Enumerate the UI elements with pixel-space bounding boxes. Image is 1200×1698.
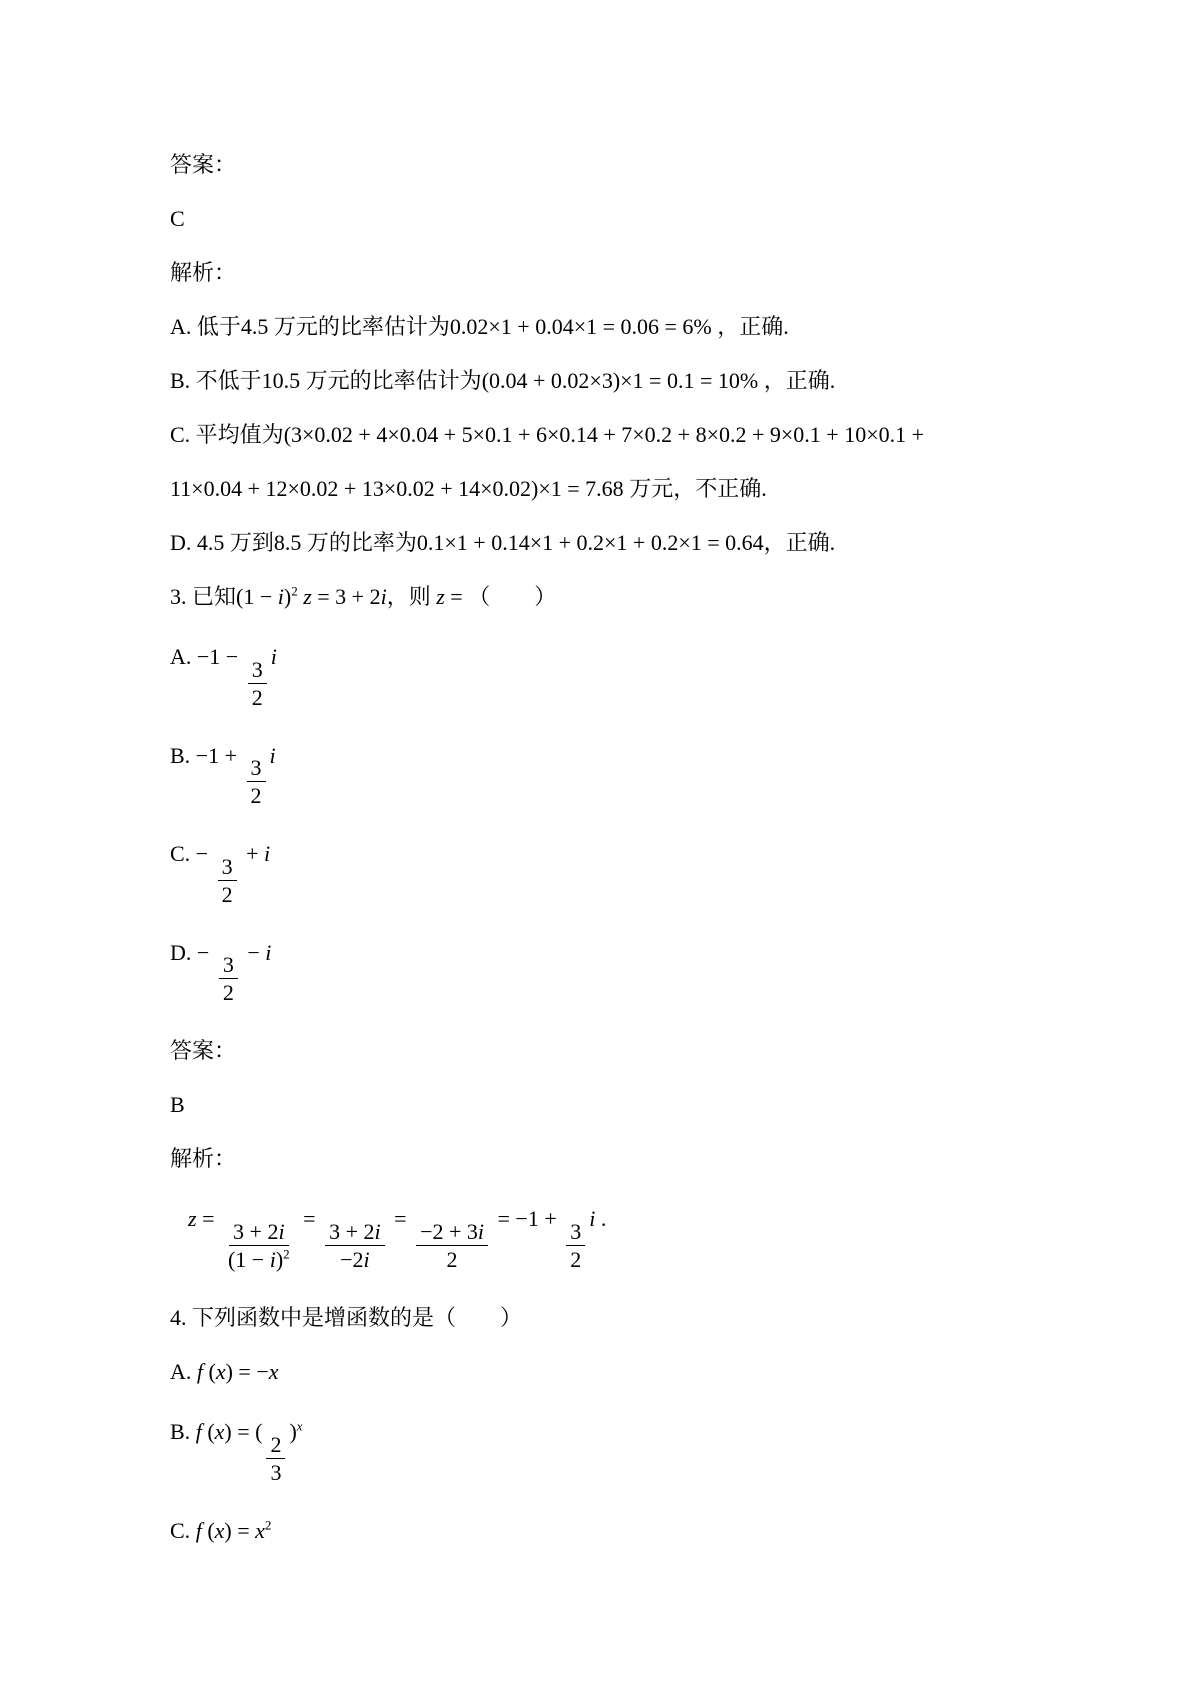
- text-run: B.: [170, 1418, 196, 1444]
- q3-option-c: [170, 839, 1090, 908]
- math-variable: i: [269, 1246, 276, 1272]
- fraction-denominator: [248, 684, 267, 711]
- fraction: [325, 1218, 385, 1273]
- question-4-stem: [170, 1303, 1090, 1333]
- math-run: −: [196, 939, 215, 965]
- fraction: [266, 1431, 285, 1486]
- fraction-numerator: [219, 951, 238, 979]
- q2-analysis-label: [170, 258, 1090, 288]
- text-run: C. 平均值为: [170, 422, 284, 447]
- math-run: .: [595, 1206, 607, 1232]
- fraction-numerator: [248, 656, 267, 684]
- math-run: 0.02×1 + 0.04×1 = 0.06 = 6%: [449, 314, 712, 339]
- math-run: (3×0.02 + 4×0.04 + 5×0.1 + 6×0.14 + 7×0.2 + 8×0.2 + 9×0.1 + 10×0.1 +: [283, 422, 925, 447]
- math-variable: i: [278, 1218, 285, 1244]
- fraction-numerator: [247, 754, 266, 782]
- math-variable: z: [436, 584, 445, 609]
- math-run: (1 −: [227, 1246, 270, 1272]
- q4-option-a: [170, 1357, 1090, 1387]
- fraction-numerator: [566, 1218, 585, 1246]
- q3-analysis-label: [170, 1144, 1090, 1174]
- math-variable: x: [215, 1358, 226, 1384]
- math-run: 2: [251, 684, 263, 710]
- math-variable: x: [268, 1358, 279, 1384]
- q3-option-a: [170, 642, 1090, 711]
- math-run: 2: [270, 1431, 282, 1457]
- math-run: = −1 +: [492, 1206, 563, 1232]
- text-run: D. 4.5 万到8.5 万的比率为: [170, 530, 417, 555]
- text-run: A. 低于4.5 万元的比率估计为: [170, 314, 450, 339]
- q4-option-c: [170, 1516, 1090, 1546]
- superscript: 2: [264, 1517, 272, 1533]
- math-variable: f: [196, 1358, 204, 1384]
- text-run: 解析：: [170, 260, 237, 285]
- q4-option-b: [170, 1417, 1090, 1486]
- q3-answer-value: [170, 1090, 1090, 1120]
- math-variable: f: [195, 1418, 202, 1444]
- math-run: ): [289, 1418, 297, 1444]
- q3-option-d: [170, 938, 1090, 1007]
- fraction-denominator: [224, 1246, 294, 1273]
- text-run: C.: [170, 1517, 196, 1543]
- text-run: ，则: [386, 584, 437, 609]
- superscript: 2: [283, 1246, 290, 1262]
- text-run: ，正确.: [711, 314, 789, 339]
- math-run: 3: [222, 952, 234, 978]
- math-run: 3: [570, 1218, 582, 1244]
- math-run: +: [240, 841, 265, 867]
- math-run: =: [196, 1206, 220, 1232]
- math-run: ): [275, 1246, 284, 1272]
- fraction-denominator: [443, 1246, 462, 1273]
- text-run: （ ）: [468, 584, 557, 609]
- math-variable: i: [277, 584, 284, 609]
- fraction-denominator: [247, 782, 266, 809]
- text-run: C.: [170, 841, 196, 867]
- math-run: 0.1×1 + 0.14×1 + 0.2×1 + 0.2×1 = 0.64: [416, 530, 764, 555]
- fraction-denominator: [266, 1459, 285, 1486]
- text-run: B: [170, 1092, 185, 1118]
- math-run: −2 + 3: [420, 1218, 478, 1244]
- math-variable: f: [195, 1517, 202, 1543]
- text-run: 答案：: [170, 152, 237, 177]
- math-run: 2: [221, 881, 233, 907]
- fraction: [416, 1218, 488, 1273]
- text-run: ，正确.: [763, 530, 836, 555]
- math-variable: x: [214, 1418, 225, 1444]
- text-run: ，正确.: [758, 368, 836, 393]
- fraction-numerator: [325, 1218, 385, 1246]
- fraction: [566, 1218, 585, 1273]
- fraction: [247, 754, 266, 809]
- q2-analysis-option-c-line1: [170, 420, 1090, 450]
- math-run: (: [201, 1517, 215, 1543]
- math-run: −: [241, 939, 266, 965]
- fraction-numerator: [266, 1431, 285, 1459]
- math-run: (0.04 + 0.02×3)×1 = 0.1 = 10%: [481, 368, 759, 393]
- q3-answer-label: [170, 1036, 1090, 1066]
- q2-analysis-option-a: [170, 312, 1090, 342]
- math-run: (: [203, 1358, 216, 1384]
- math-variable: i: [269, 742, 276, 768]
- math-variable: i: [264, 841, 271, 867]
- text-run: B.: [170, 742, 196, 768]
- math-run: (: [201, 1418, 215, 1444]
- math-run: = 3 + 2: [311, 584, 381, 609]
- math-variable: x: [214, 1517, 225, 1543]
- text-run: 答案：: [170, 1038, 237, 1064]
- fraction-numerator: [416, 1218, 488, 1246]
- fraction-denominator: [218, 881, 237, 908]
- math-run: 3: [250, 755, 262, 781]
- text-run: 4. 下列函数中是增函数的是（ ）: [170, 1304, 523, 1330]
- math-run: 3: [221, 853, 233, 879]
- fraction-numerator: [229, 1218, 289, 1246]
- fraction-denominator: [336, 1246, 374, 1273]
- fraction-numerator: [218, 853, 237, 881]
- math-run: 11×0.04 + 12×0.02 + 13×0.02 + 14×0.02)×1 = 7.68: [170, 476, 624, 501]
- text-run: B. 不低于10.5 万元的比率估计为: [170, 368, 482, 393]
- q2-answer-value: [170, 204, 1090, 234]
- q3-solution-formula: [170, 1204, 1090, 1273]
- math-variable: i: [589, 1206, 596, 1232]
- q2-analysis-option-b: [170, 366, 1090, 396]
- fraction: [218, 853, 237, 908]
- math-run: −1 +: [195, 742, 243, 768]
- math-run: −1 −: [196, 644, 244, 669]
- math-run: =: [444, 584, 469, 609]
- text-run: 万元，不正确.: [623, 476, 767, 501]
- math-variable: z: [303, 584, 312, 609]
- math-run: 3: [270, 1459, 282, 1485]
- math-run: (1 −: [236, 584, 278, 609]
- math-variable: i: [363, 1246, 370, 1272]
- math-run: 2: [570, 1246, 582, 1272]
- math-variable: i: [380, 584, 387, 609]
- superscript: 2: [291, 583, 298, 599]
- q2-analysis-option-d: [170, 528, 1090, 558]
- math-run: −2: [340, 1246, 364, 1272]
- math-variable: i: [477, 1218, 485, 1244]
- math-run: ) =: [224, 1517, 256, 1543]
- math-run: ): [283, 584, 292, 609]
- question-3-stem: [170, 582, 1090, 612]
- math-variable: i: [374, 1218, 381, 1244]
- text-run: A.: [170, 1358, 197, 1384]
- text-run: 解析：: [170, 1146, 237, 1172]
- math-run: =: [297, 1206, 322, 1232]
- math-variable: x: [255, 1517, 265, 1543]
- text-run: 3. 已知: [170, 584, 237, 609]
- math-run: 3: [251, 656, 263, 682]
- math-run: 3 + 2: [329, 1218, 375, 1244]
- math-run: ) = (: [224, 1418, 263, 1444]
- q3-option-b: [170, 741, 1090, 810]
- math-variable: z: [188, 1206, 197, 1232]
- superscript: x: [296, 1418, 303, 1434]
- text-run: D.: [170, 939, 197, 965]
- math-run: =: [388, 1206, 413, 1232]
- q2-answer-label: [170, 150, 1090, 180]
- math-run: 3 + 2: [233, 1218, 279, 1244]
- math-run: −: [195, 841, 214, 867]
- math-run: ) = −: [225, 1358, 269, 1384]
- fraction: [219, 951, 238, 1006]
- math-run: 2: [222, 980, 234, 1006]
- text-run: C: [170, 206, 185, 231]
- text-run: A.: [170, 644, 197, 669]
- fraction-denominator: [219, 979, 238, 1006]
- math-run: 2: [250, 783, 262, 809]
- math-variable: i: [270, 644, 277, 669]
- math-run: 2: [446, 1246, 458, 1272]
- fraction: [248, 656, 267, 711]
- math-variable: i: [265, 939, 272, 965]
- q2-analysis-option-c-line2: [170, 474, 1090, 504]
- fraction-denominator: [566, 1246, 585, 1273]
- fraction: [224, 1218, 294, 1273]
